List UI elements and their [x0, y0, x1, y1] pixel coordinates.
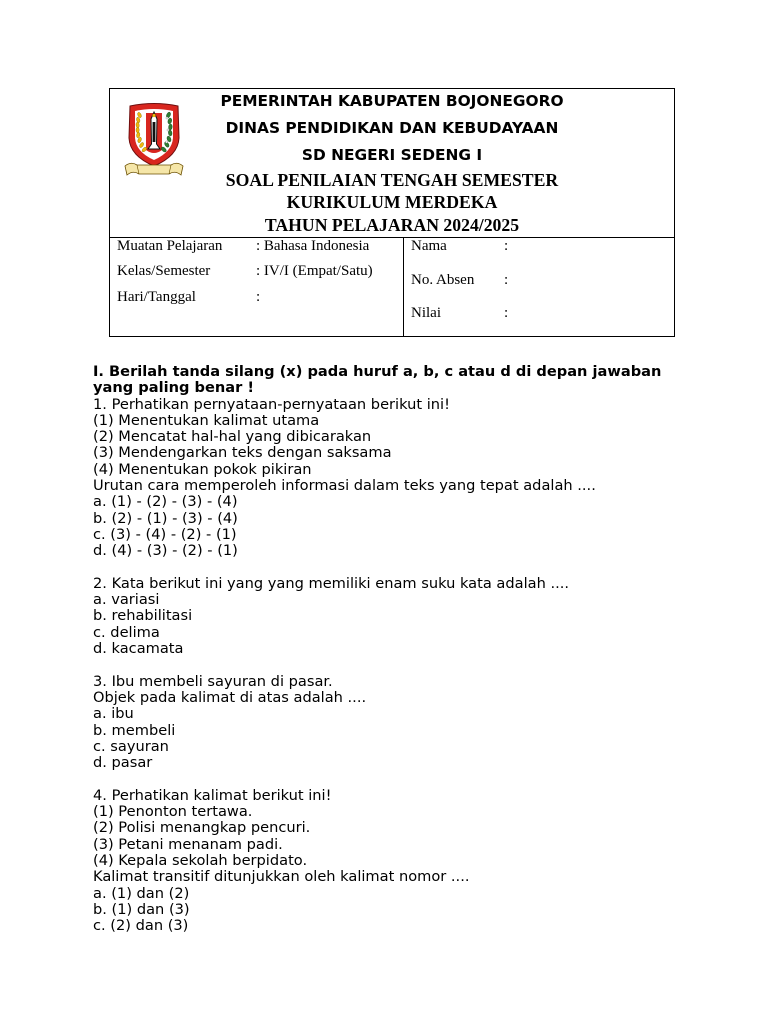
statement: (4) Menentukan pokok pikiran — [93, 460, 312, 478]
question-prompt: Kalimat transitif ditunjukkan oleh kalimat nomor .... — [93, 868, 470, 886]
answer-option: a. variasi — [93, 591, 160, 609]
answer-option: c. delima — [93, 623, 160, 641]
class-label: Kelas/Semester — [117, 263, 211, 279]
blank-line — [93, 771, 661, 787]
answer-option: d. pasar — [93, 754, 153, 772]
question-stem: 2. Kata berikut ini yang yang memiliki enam suku kata adalah .... — [93, 574, 570, 592]
info-column-divider — [403, 237, 404, 336]
blank-line — [93, 657, 661, 673]
answer-option: c. (3) - (4) - (2) - (1) — [93, 525, 237, 543]
section-instruction: yang paling benar ! — [93, 379, 255, 397]
statement: (2) Mencatat hal-hal yang dibicarakan — [93, 428, 372, 446]
question-prompt: Urutan cara memperoleh informasi dalam teks yang tepat adalah .... — [93, 477, 596, 495]
answer-option: c. sayuran — [93, 737, 169, 755]
question-stem: 1. Perhatikan pernyataan-pernyataan berikut ini! — [93, 395, 450, 413]
question-stem: 3. Ibu membeli sayuran di pasar. — [93, 672, 333, 690]
question-2 — [93, 576, 661, 657]
bojonegoro-regency-logo — [122, 100, 186, 180]
name-label: Nama — [411, 238, 447, 254]
statement: (4) Kepala sekolah berpidato. — [93, 851, 308, 869]
answer-option: a. (1) - (2) - (3) - (4) — [93, 493, 238, 511]
exam-title: SOAL PENILAIAN TENGAH SEMESTER — [225, 170, 559, 190]
question-1 — [93, 397, 661, 560]
score-value: : — [504, 305, 509, 321]
absen-label: No. Absen — [411, 272, 475, 288]
date-value: : — [256, 289, 261, 305]
statement: (3) Mendengarkan teks dengan saksama — [93, 444, 392, 462]
statement: (1) Penonton tertawa. — [93, 803, 253, 821]
answer-option: c. (2) dan (3) — [93, 917, 189, 935]
answer-option: b. rehabilitasi — [93, 607, 193, 625]
exam-header-box — [109, 88, 675, 337]
question-4 — [93, 788, 661, 935]
question-stem: 4. Perhatikan kalimat berikut ini! — [93, 786, 332, 804]
answer-option: a. ibu — [93, 705, 134, 723]
statement: (1) Menentukan kalimat utama — [93, 411, 320, 429]
answer-option: d. kacamata — [93, 640, 184, 658]
academic-year: TAHUN PELAJARAN 2024/2025 — [264, 215, 520, 235]
name-value: : — [504, 238, 509, 254]
department-title: DINAS PENDIDIKAN DAN KEBUDAYAAN — [225, 119, 559, 137]
statement: (2) Polisi menangkap pencuri. — [93, 819, 311, 837]
question-3 — [93, 674, 661, 772]
answer-option: a. (1) dan (2) — [93, 884, 190, 902]
answer-option: b. (1) dan (3) — [93, 900, 190, 918]
blank-line — [93, 560, 661, 576]
subject-value: : Bahasa Indonesia — [256, 238, 370, 254]
date-label: Hari/Tanggal — [117, 289, 196, 305]
answer-option: d. (4) - (3) - (2) - (1) — [93, 542, 238, 560]
exam-body — [93, 364, 661, 934]
curriculum-title: KURIKULUM MERDEKA — [286, 192, 498, 212]
class-value: : IV/I (Empat/Satu) — [256, 263, 373, 279]
statement: (3) Petani menanam padi. — [93, 835, 283, 853]
absen-value: : — [504, 272, 509, 288]
government-title: PEMERINTAH KABUPATEN BOJONEGORO — [220, 92, 564, 110]
answer-option: b. membeli — [93, 721, 176, 739]
answer-option: b. (2) - (1) - (3) - (4) — [93, 509, 238, 527]
score-label: Nilai — [411, 305, 441, 321]
school-name: SD NEGERI SEDENG I — [301, 146, 483, 164]
section-instruction: I. Berilah tanda silang (x) pada huruf a, b, c atau d di depan jawaban — [93, 363, 662, 380]
question-prompt: Objek pada kalimat di atas adalah .... — [93, 688, 367, 706]
subject-label: Muatan Pelajaran — [117, 238, 223, 254]
